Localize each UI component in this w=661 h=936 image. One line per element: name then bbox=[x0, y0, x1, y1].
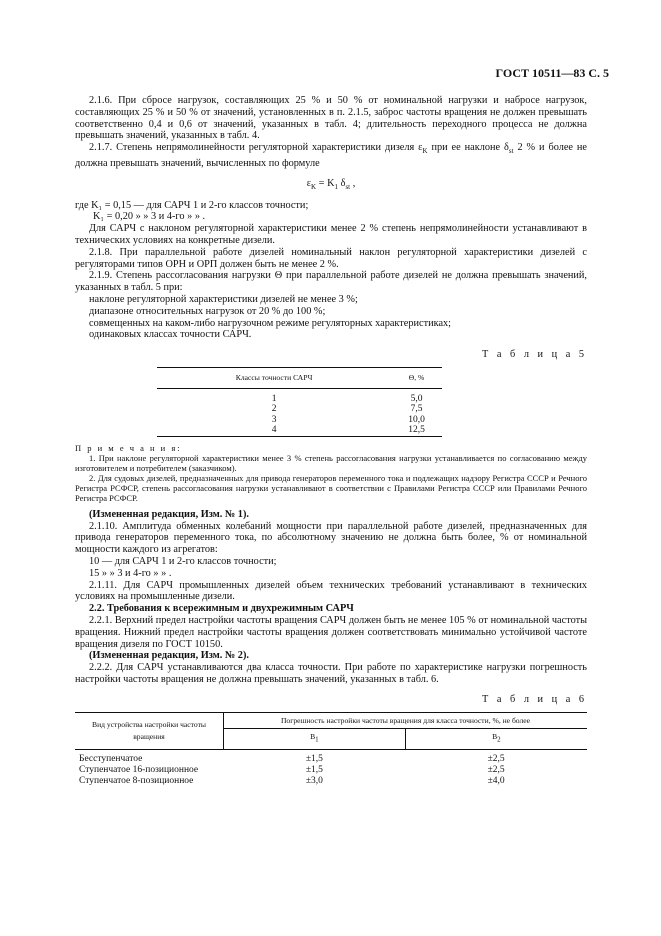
list-item: наклоне регуляторной характеристики дизелей не менее 3 %; bbox=[89, 294, 358, 306]
paragraph-2-1-9: 2.1.9. Степень рассогласования нагрузки Θ при параллельной работе дизелей не должна превышать значений, указанных в табл. 5 при: bbox=[75, 270, 587, 294]
list-item: диапазоне относительных нагрузок от 20 % до 100 %; bbox=[89, 305, 326, 317]
paragraph-2-1-8: 2.1.8. При параллельной работе дизелей номинальный наклон регуляторной характеристики дизелей с регуляторами типов ОРН и ОРП должен быть не менее 2 %. bbox=[75, 246, 587, 270]
table5-cell-class: 2 bbox=[271, 404, 277, 415]
table6-col-b2 bbox=[405, 729, 587, 749]
formula bbox=[75, 178, 587, 194]
paragraph-2-1-6: 2.1.6. При сбросе нагрузок, составляющих 25 % и 50 % от номинальной нагрузки и набросе нагрузок, составляющих 25 % и 50 % от значений, установленных в п. 2.1.5, заброс частоты вращения не должен превышать соответственно 0,4 и 0,6 от значений, указанных в табл. 4; длительность переходного процесса не должна превышать значений, указанных в табл. 4. bbox=[75, 95, 587, 142]
table-row bbox=[157, 415, 442, 426]
formula-delta: δ bbox=[338, 177, 346, 189]
formula-sub-st: st bbox=[345, 182, 351, 191]
paragraph-sarch-slope: Для САРЧ с наклоном регуляторной характеристики менее 2 % степень непрямолинейности устанавливают в технических условиях на конкретные дизели. bbox=[75, 223, 587, 247]
paragraph-2-1-11: 2.1.11. Для САРЧ промышленных дизелей объем технических требований устанавливают в технических условиях на промышленные дизели. bbox=[75, 579, 587, 603]
table6-cell-b1: ±1,5 bbox=[305, 753, 323, 764]
paragraph-2-2-2: 2.2.2. Для САРЧ устанавливаются два класса точности. При работе по характеристике нагрузки погрешность настройки частоты вращения не должна превышать значений, указанных в табл. 6. bbox=[75, 662, 587, 685]
edition-note-1: (Измененная редакция, Изм. № 1). bbox=[89, 508, 249, 520]
paragraph-2-1-10: 2.1.10. Амплитуда обменных колебаний мощности при параллельной работе дизелей, предназначенных для привода генераторов переменного тока, по абсолютному значению не должна быть более, % от номинальной мощности каждого из агрегатов: bbox=[75, 520, 587, 556]
note-2: 2. Для судовых дизелей, предназначенных для привода генераторов переменного тока и подлежащих надзору Регистра СССР и Речного Регистра РСФСР, степень рассогласования нагрузки устанавливают в соответствии с Правилами Регистра СССР или Правилами Речного Регистра РСФСР. bbox=[75, 472, 587, 503]
table6-caption: Т а б л и ц а 6 bbox=[482, 693, 587, 705]
table6 bbox=[75, 712, 587, 787]
page-header: ГОСТ 10511—83 С. 5 bbox=[495, 66, 609, 80]
notes-title: П р и м е ч а н и я: bbox=[75, 442, 182, 453]
where-k1-015: где K₁ = 0,15 — для САРЧ 1 и 2-го классов точности; bbox=[75, 199, 309, 211]
table6-cell-type: Ступенчатое 16-позиционное bbox=[79, 764, 199, 775]
range-15: 15 » » 3 и 4-го » » . bbox=[89, 567, 172, 579]
formula-mid: = K bbox=[316, 177, 335, 189]
table6-cell-b2: ±2,5 bbox=[487, 753, 505, 764]
p217-text-b: при ее наклоне δ bbox=[427, 142, 509, 154]
table-row bbox=[157, 404, 442, 415]
notes bbox=[75, 443, 587, 503]
table-row bbox=[75, 765, 587, 776]
table6-cell-b1: ±3,0 bbox=[305, 775, 323, 786]
table6-cell-b1: ±1,5 bbox=[305, 764, 323, 775]
table5-cell-value: 5,0 bbox=[410, 393, 423, 404]
table6-col-device: Вид устройства настройки частоты вращения bbox=[75, 712, 224, 749]
table5-cell-class: 4 bbox=[157, 425, 391, 436]
edition-note-2: (Измененная редакция, Изм. № 2). bbox=[89, 650, 249, 662]
range-10: 10 — для САРЧ 1 и 2-го классов точности; bbox=[89, 556, 277, 568]
list-item: совмещенных на каком-либо нагрузочном режиме регуляторных характеристиках; bbox=[89, 317, 452, 329]
table5-cell-class: 1 bbox=[271, 393, 277, 404]
table5 bbox=[157, 367, 442, 437]
table6-col-error: Погрешность настройки частоты вращения для класса точности, %, не более bbox=[224, 712, 588, 729]
b2-sub: 2 bbox=[497, 735, 501, 744]
table6-cell-type: Бесступенчатое bbox=[79, 753, 143, 764]
list-item: одинаковых классах точности САРЧ. bbox=[89, 329, 252, 341]
table5-caption: Т а б л и ц а 5 bbox=[482, 349, 587, 361]
formula-sub-1: 1 bbox=[334, 182, 339, 191]
table-row bbox=[75, 776, 587, 787]
paragraph-2-2-1: 2.2.1. Верхний предел настройки частоты вращения САРЧ должен быть не менее 105 % от номинальной частоты вращения. Нижний предел настройки частоты вращения должен соответствовать минимально устойчивой частоте вращения дизеля по ГОСТ 10150. bbox=[75, 615, 587, 650]
table5-cell-value: 10,0 bbox=[408, 414, 425, 425]
document-body bbox=[75, 95, 587, 787]
formula-eps: ε bbox=[306, 177, 312, 189]
table5-col-classes: Классы точности САРЧ bbox=[157, 368, 391, 389]
table5-cell-value: 7,5 bbox=[410, 404, 423, 415]
table6-col-b1 bbox=[224, 729, 406, 749]
b1-sub: 1 bbox=[315, 735, 319, 744]
b2-label: B bbox=[492, 732, 498, 742]
where-k1-020: K₁ = 0,20 » » 3 и 4-го » » . bbox=[93, 211, 206, 223]
p217-sub-k: K bbox=[422, 147, 428, 156]
p217-text-a: 2.1.7. Степень непрямолинейности регуляторной характеристики дизеля ε bbox=[89, 142, 423, 154]
b1-label: B bbox=[310, 732, 316, 742]
table5-cell-value: 12,5 bbox=[391, 425, 442, 436]
p217-text-c: 2 % и более не должна превышать значений, вычисленных по формуле bbox=[75, 142, 587, 170]
p217-sub-st: st bbox=[508, 147, 514, 156]
table-row bbox=[157, 388, 442, 404]
table6-cell-b2: ±2,5 bbox=[487, 764, 505, 775]
note-1: 1. При наклоне регуляторной характеристики менее 3 % степень рассогласования нагрузки устанавливается по согласованию между изготовителем и потребителем (заказчиком). bbox=[75, 452, 587, 473]
table5-cell-class: 3 bbox=[271, 414, 277, 425]
table5-col-theta: Θ, % bbox=[391, 368, 442, 389]
table-row bbox=[75, 749, 587, 765]
formula-tail: , bbox=[350, 177, 356, 189]
table-row bbox=[157, 425, 442, 436]
formula-sub-k: K bbox=[311, 182, 317, 191]
table6-cell-b2: ±4,0 bbox=[487, 775, 505, 786]
paragraph-2-1-7 bbox=[75, 142, 587, 170]
section-heading-2-2: 2.2. Требования к всережимным и двухрежимным САРЧ bbox=[89, 603, 354, 615]
table6-cell-type: Ступенчатое 8-позиционное bbox=[79, 775, 194, 786]
